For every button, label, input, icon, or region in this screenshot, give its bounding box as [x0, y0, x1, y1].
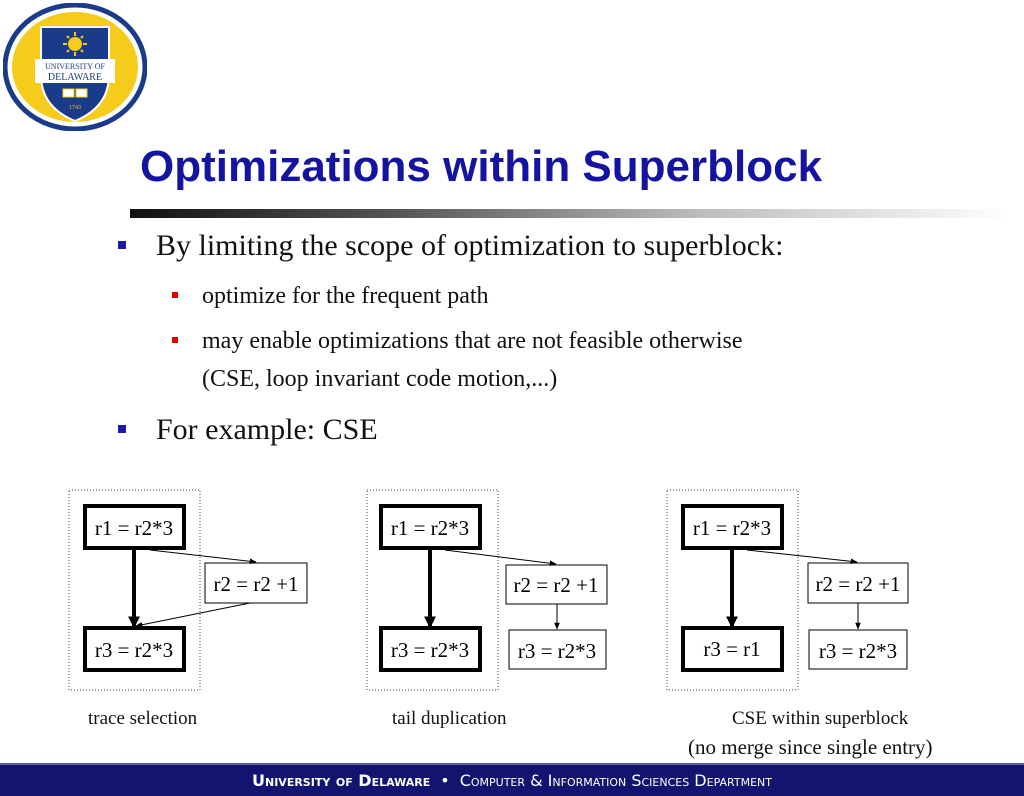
block-r1-label: r1 = r2*3 [94, 516, 174, 540]
edge-side-exit [150, 550, 256, 562]
caption-tail-duplication: tail duplication [392, 708, 507, 729]
edge-side-exit [747, 550, 857, 562]
block-r3-label: r3 = r1 [703, 637, 761, 661]
diagram-cse-superblock [667, 490, 908, 690]
footer-university: University of Delaware [252, 771, 431, 790]
bullet-text: For example: CSE [156, 413, 378, 446]
block-r3-label: r3 = r2*3 [390, 638, 470, 662]
footer-separator: • [440, 771, 450, 790]
footer-bar [0, 763, 1024, 796]
edge-merge [136, 603, 250, 626]
logo-text-year: 1743 [69, 105, 81, 111]
logo-text-university: UNIVERSITY OF [45, 62, 105, 71]
slide-title: Optimizations within Superblock [140, 142, 823, 191]
block-r1-label: r1 = r2*3 [390, 516, 470, 540]
block-r3-duplicate-label: r3 = r2*3 [818, 639, 898, 663]
block-r2-label: r2 = r2 +1 [513, 573, 599, 597]
bullet-text: optimize for the frequent path [202, 283, 489, 309]
caption-trace-selection: trace selection [88, 708, 198, 729]
bullet-text: By limiting the scope of optimization to superblock: [156, 229, 784, 262]
diagram-tail-duplication [367, 490, 607, 690]
footer-department: Computer & Information Sciences Department [459, 771, 772, 790]
block-r3-label: r3 = r2*3 [94, 638, 174, 662]
bullet-text: (CSE, loop invariant code motion,...) [202, 366, 558, 392]
caption-cse-superblock: CSE within superblock [732, 708, 909, 729]
block-r3-duplicate-label: r3 = r2*3 [517, 639, 597, 663]
diagram-trace-selection [69, 490, 307, 690]
caption-note: (no merge since single entry) [688, 735, 933, 759]
block-r1-label: r1 = r2*3 [692, 516, 772, 540]
bullet-text: may enable optimizations that are not feasible otherwise [202, 328, 743, 354]
logo-text-delaware: DELAWARE [47, 72, 103, 83]
block-r2-label: r2 = r2 +1 [815, 572, 901, 596]
block-r2-label: r2 = r2 +1 [213, 572, 299, 596]
edge-side-exit [445, 550, 556, 564]
